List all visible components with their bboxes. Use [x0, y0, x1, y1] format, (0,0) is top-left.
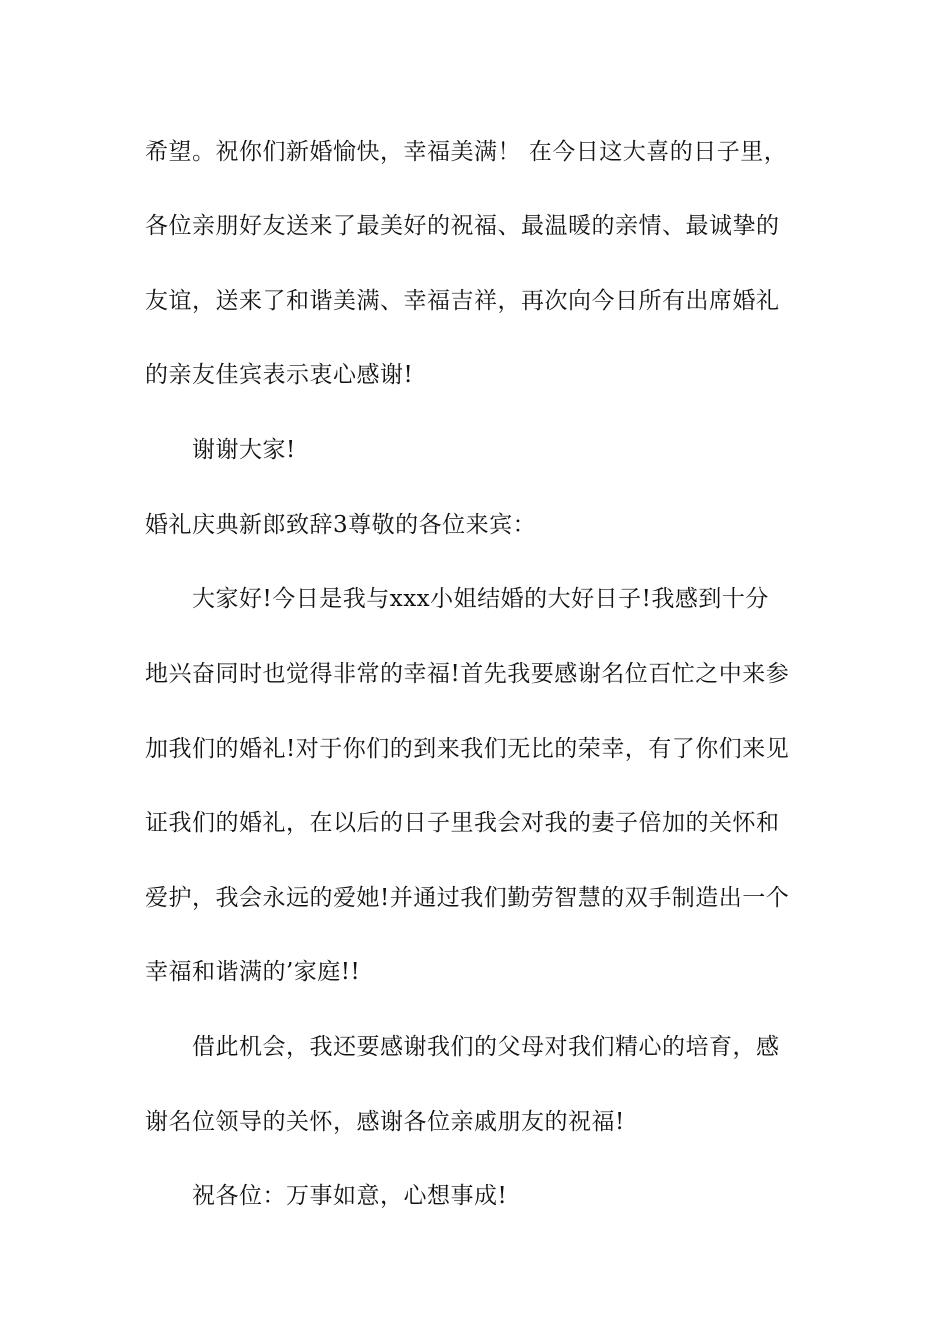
- text-line: 希望。祝你们新婚愉快，幸福美满！ 在今日这大喜的日子里，: [145, 139, 788, 165]
- text-line: 加我们的婚礼!对于你们的到来我们无比的荣幸，有了你们来见: [145, 736, 790, 762]
- text-line: 友谊，送来了和谐美满、幸福吉祥，再次向今日所有出席婚礼: [145, 288, 780, 314]
- text-line: 借此机会，我还要感谢我们的父母对我们精心的培育，感: [192, 1034, 780, 1060]
- text-line: 各位亲朋好友送来了最美好的祝福、最温暖的亲情、最诚挚的: [145, 213, 780, 239]
- text-line: 谢名位领导的关怀，感谢各位亲戚朋友的祝福!: [145, 1109, 625, 1135]
- text-line: 的亲友佳宾表示衷心感谢!: [145, 362, 414, 388]
- text-line: 祝各位：万事如意，心想事成!: [192, 1183, 508, 1209]
- text-line: 证我们的婚礼，在以后的日子里我会对我的妻子倍加的关怀和: [145, 810, 780, 836]
- text-line: 地兴奋同时也觉得非常的幸福!首先我要感谢名位百忙之中来参: [145, 661, 790, 687]
- text-line: 谢谢大家!: [192, 437, 296, 463]
- section-heading: 婚礼庆典新郎致辞3尊敬的各位来宾：: [145, 512, 537, 538]
- text-line: 爱护，我会永远的爱她!并通过我们勤劳智慧的双手制造出一个: [145, 885, 790, 911]
- text-line: 大家好!今日是我与xxx小姐结婚的大好日子!我感到十分: [192, 586, 769, 612]
- text-line: 幸福和谐满的’家庭!!: [145, 959, 361, 985]
